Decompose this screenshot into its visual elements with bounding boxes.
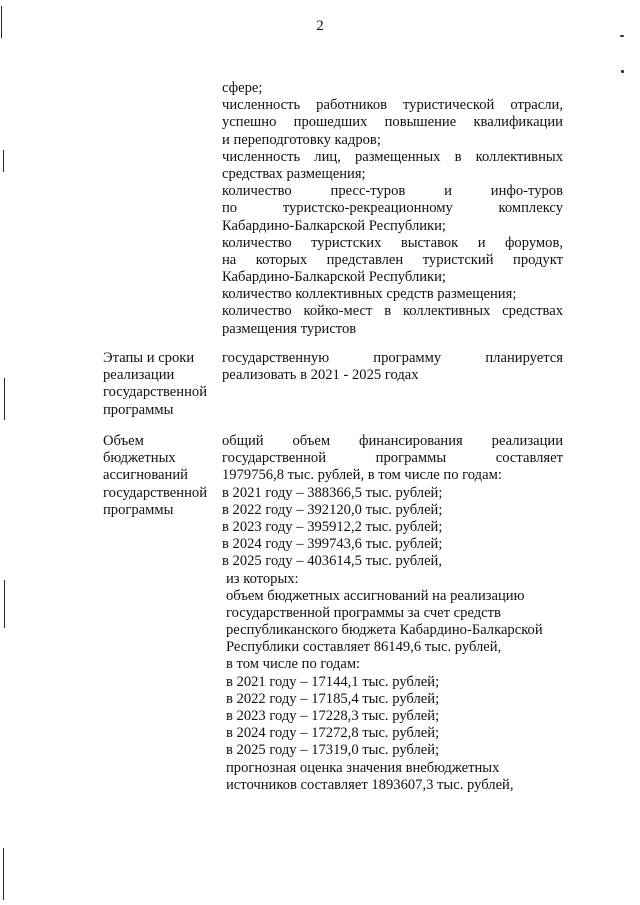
text-line: в 2025 году – 17319,0 тыс. рублей; <box>226 742 440 759</box>
text-line: по туристско-рекреационному комплексу <box>222 200 563 217</box>
text-line: сфере; <box>222 80 263 96</box>
page-number: 2 <box>316 18 324 34</box>
text-line: количество пресс-туров и инфо-туров <box>222 183 563 200</box>
text-line: государственную программу планируется <box>222 350 563 366</box>
scan-dot <box>620 35 624 37</box>
text-line: источников составляет 1893607,3 тыс. рублей, <box>226 776 514 793</box>
text-line: Республики составляет 86149,6 тыс. рублей, <box>226 639 502 656</box>
scan-margin-line <box>3 150 4 172</box>
text-line: средствах размещения; <box>222 165 366 182</box>
text-line: в том числе по годам: <box>226 656 361 673</box>
text-line: 1979756,8 тыс. рублей, в том числе по годам: <box>222 467 502 484</box>
text-line: количество туристских выставок и форумов, <box>222 234 563 251</box>
text-line: в 2022 году – 17185,4 тыс. рублей; <box>226 690 440 707</box>
text-line: размещения туристов <box>222 320 357 337</box>
text-line: Кабардино-Балкарской Республики; <box>222 217 446 234</box>
text-line: в 2024 году – 399743,6 тыс. рублей; <box>222 536 443 553</box>
text-line: общий объем финансирования реализации <box>222 433 563 449</box>
text-line: количество койко-мест в коллективных средствах <box>222 303 563 320</box>
text-line: в 2022 году – 392120,0 тыс. рублей; <box>222 501 443 518</box>
scan-margin-line <box>1 6 2 38</box>
scan-dot <box>621 70 624 73</box>
text-line: количество коллективных средств размещения; <box>222 286 517 303</box>
text-line: Кабардино-Балкарской Республики; <box>222 269 446 286</box>
label-line: Этапы и сроки <box>103 350 195 366</box>
indicators-continuation <box>222 80 563 338</box>
text-line: в 2023 году – 17228,3 тыс. рублей; <box>226 708 440 724</box>
label-line: программы <box>103 501 174 518</box>
text-line: государственной программы составляет <box>222 450 563 467</box>
label-line: Объем <box>103 433 144 449</box>
text-line: в 2021 году – 17144,1 тыс. рублей; <box>226 673 440 690</box>
budget-text <box>222 433 563 794</box>
text-line: в 2023 году – 395912,2 тыс. рублей; <box>222 518 443 535</box>
label-line: государственной <box>103 384 208 401</box>
label-line: бюджетных <box>103 450 176 467</box>
text-line: реализовать в 2021 - 2025 годах <box>222 367 419 384</box>
text-line: в 2021 году – 388366,5 тыс. рублей; <box>222 484 443 501</box>
text-line: численность работников туристической отрасли, <box>222 97 563 114</box>
text-line: на которых представлен туристский продукт <box>222 251 563 268</box>
text-line: из которых: <box>226 570 299 587</box>
label-line: реализации <box>103 367 175 384</box>
text-line: в 2025 году – 403614,5 тыс. рублей, <box>222 553 443 570</box>
text-line: объем бюджетных ассигнований на реализацию <box>226 587 525 604</box>
text-line: и переподготовку кадров; <box>222 131 381 148</box>
text-line: успешно прошедших повышение квалификации <box>222 114 563 131</box>
text-line: государственной программы за счет средств <box>226 604 501 621</box>
label-line: программы <box>103 401 174 418</box>
budget-label <box>103 433 215 519</box>
stages-text <box>222 350 563 384</box>
scan-margin-line <box>3 848 4 900</box>
label-line: государственной <box>103 484 208 501</box>
scan-margin-line <box>4 378 5 420</box>
stages-label <box>103 350 215 419</box>
text-line: в 2024 году – 17272,8 тыс. рублей; <box>226 725 440 742</box>
label-line: ассигнований <box>103 467 188 484</box>
text-line: республиканского бюджета Кабардино-Балкарской <box>226 622 543 639</box>
scan-margin-line <box>4 580 5 628</box>
text-line: прогнозная оценка значения внебюджетных <box>226 759 500 776</box>
text-line: численность лиц, размещенных в коллективных <box>222 148 563 165</box>
